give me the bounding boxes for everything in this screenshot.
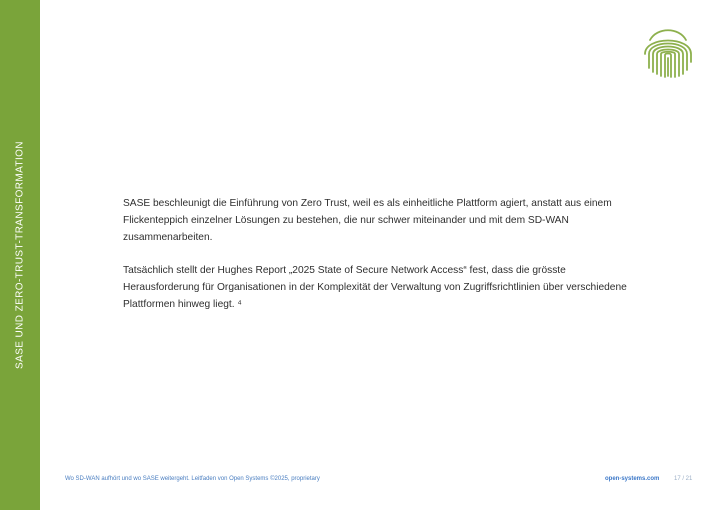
main-content (123, 195, 633, 329)
paragraph: Tatsächlich stellt der Hughes Report „2025 State of Secure Network Access“ fest, dass die grösste Herausforderung für Organisationen in der Komplexität der Verwaltung von Zugriffsrichtlinien über verschiedene Plattformen hinweg liegt. ⁴ (123, 265, 627, 310)
section-title: SASE UND ZERO-TRUST-TRANSFORMATION (14, 141, 26, 369)
fingerprint-icon (640, 24, 696, 80)
footer-document-info: Wo SD-WAN aufhört und wo SASE weitergeht. Leitfaden von Open Systems ©2025, proprietary (65, 476, 320, 482)
sidebar (0, 0, 40, 510)
page-number: 17 / 21 (674, 476, 693, 482)
paragraph: SASE beschleunigt die Einführung von Zero Trust, weil es als einheitliche Plattform agiert, anstatt aus einem Flickenteppich einzelner Lösungen zu bestehen, die nur schwer miteinander und mit dem SD-WAN zusammenarbeiten. (123, 198, 612, 243)
footer-website-link[interactable]: open-systems.com (605, 476, 660, 482)
